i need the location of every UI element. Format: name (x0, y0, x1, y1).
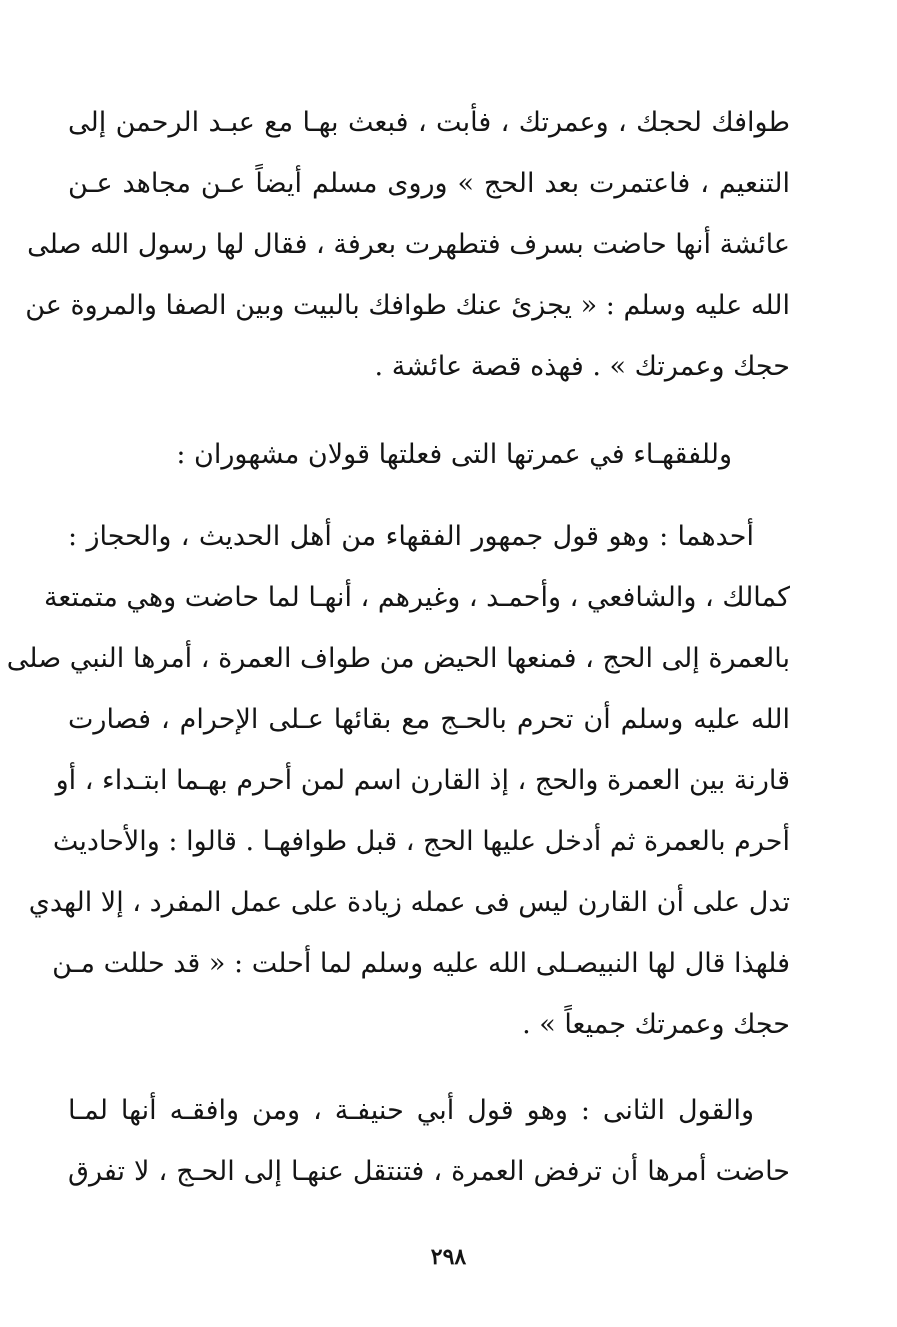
paragraph-second-opinion (68, 1080, 790, 1202)
text-line: أحرم بالعمرة ثم أدخل عليها الحج ، قبل طوافهـا . قالوا : والأحاديث (52, 826, 790, 857)
paragraph-aisha-story (25, 92, 790, 397)
text-line: حاضت أمرها أن ترفض العمرة ، فتنتقل عنهـا إلى الحـج ، لا تفرق (68, 1156, 790, 1187)
section-heading: وللفقهـاء في عمرتها التى فعلتها قولان مشهوران : (176, 439, 732, 470)
text-line: الله عليه وسلم : « يجزئ عنك طوافك بالبيت وبين الصفا والمروة عن (25, 290, 790, 321)
text-line: بالعمرة إلى الحج ، فمنعها الحيض من طواف العمرة ، أمرها النبي صلى (6, 643, 790, 674)
page-number: ٢٩٨ (430, 1244, 467, 1270)
text-line: التنعيم ، فاعتمرت بعد الحج » وروى مسلم أيضاً عـن مجاهد عـن (68, 168, 790, 199)
text-line: عائشة أنها حاضت بسرف فتطهرت بعرفة ، فقال لها رسول الله صلى (27, 229, 790, 260)
text-line: تدل على أن القارن ليس فى عمله زيادة على عمل المفرد ، إلا الهدي (28, 887, 790, 918)
text-line: حجك وعمرتك » . فهذه قصة عائشة . (374, 351, 790, 382)
text-line: قارنة بين العمرة والحج ، إذ القارن اسم لمن أحرم بهـما ابتـداء ، أو (55, 765, 790, 796)
paragraph-first-opinion (6, 506, 790, 1055)
text-line: أحدهما : وهو قول جمهور الفقهاء من أهل الحديث ، والحجاز : (68, 521, 754, 552)
text-line: والقول الثانى : وهو قول أبي حنيفـة ، ومن وافقـه أنها لمـا (68, 1095, 754, 1126)
text-line: الله عليه وسلم أن تحرم بالحـج مع بقائها عـلى الإحرام ، فصارت (68, 704, 790, 735)
text-line: حجك وعمرتك جميعاً » . (522, 1009, 790, 1040)
text-line: كمالك ، والشافعي ، وأحمـد ، وغيرهم ، أنهـا لما حاضت وهي متمتعة (43, 582, 790, 613)
text-line: فلهذا قال لها النبيصـلى الله عليه وسلم لما أحلت : « قد حللت مـن (52, 948, 790, 979)
text-line: طوافك لحجك ، وعمرتك ، فأبت ، فبعث بهـا مع عبـد الرحمن إلى (68, 107, 790, 138)
